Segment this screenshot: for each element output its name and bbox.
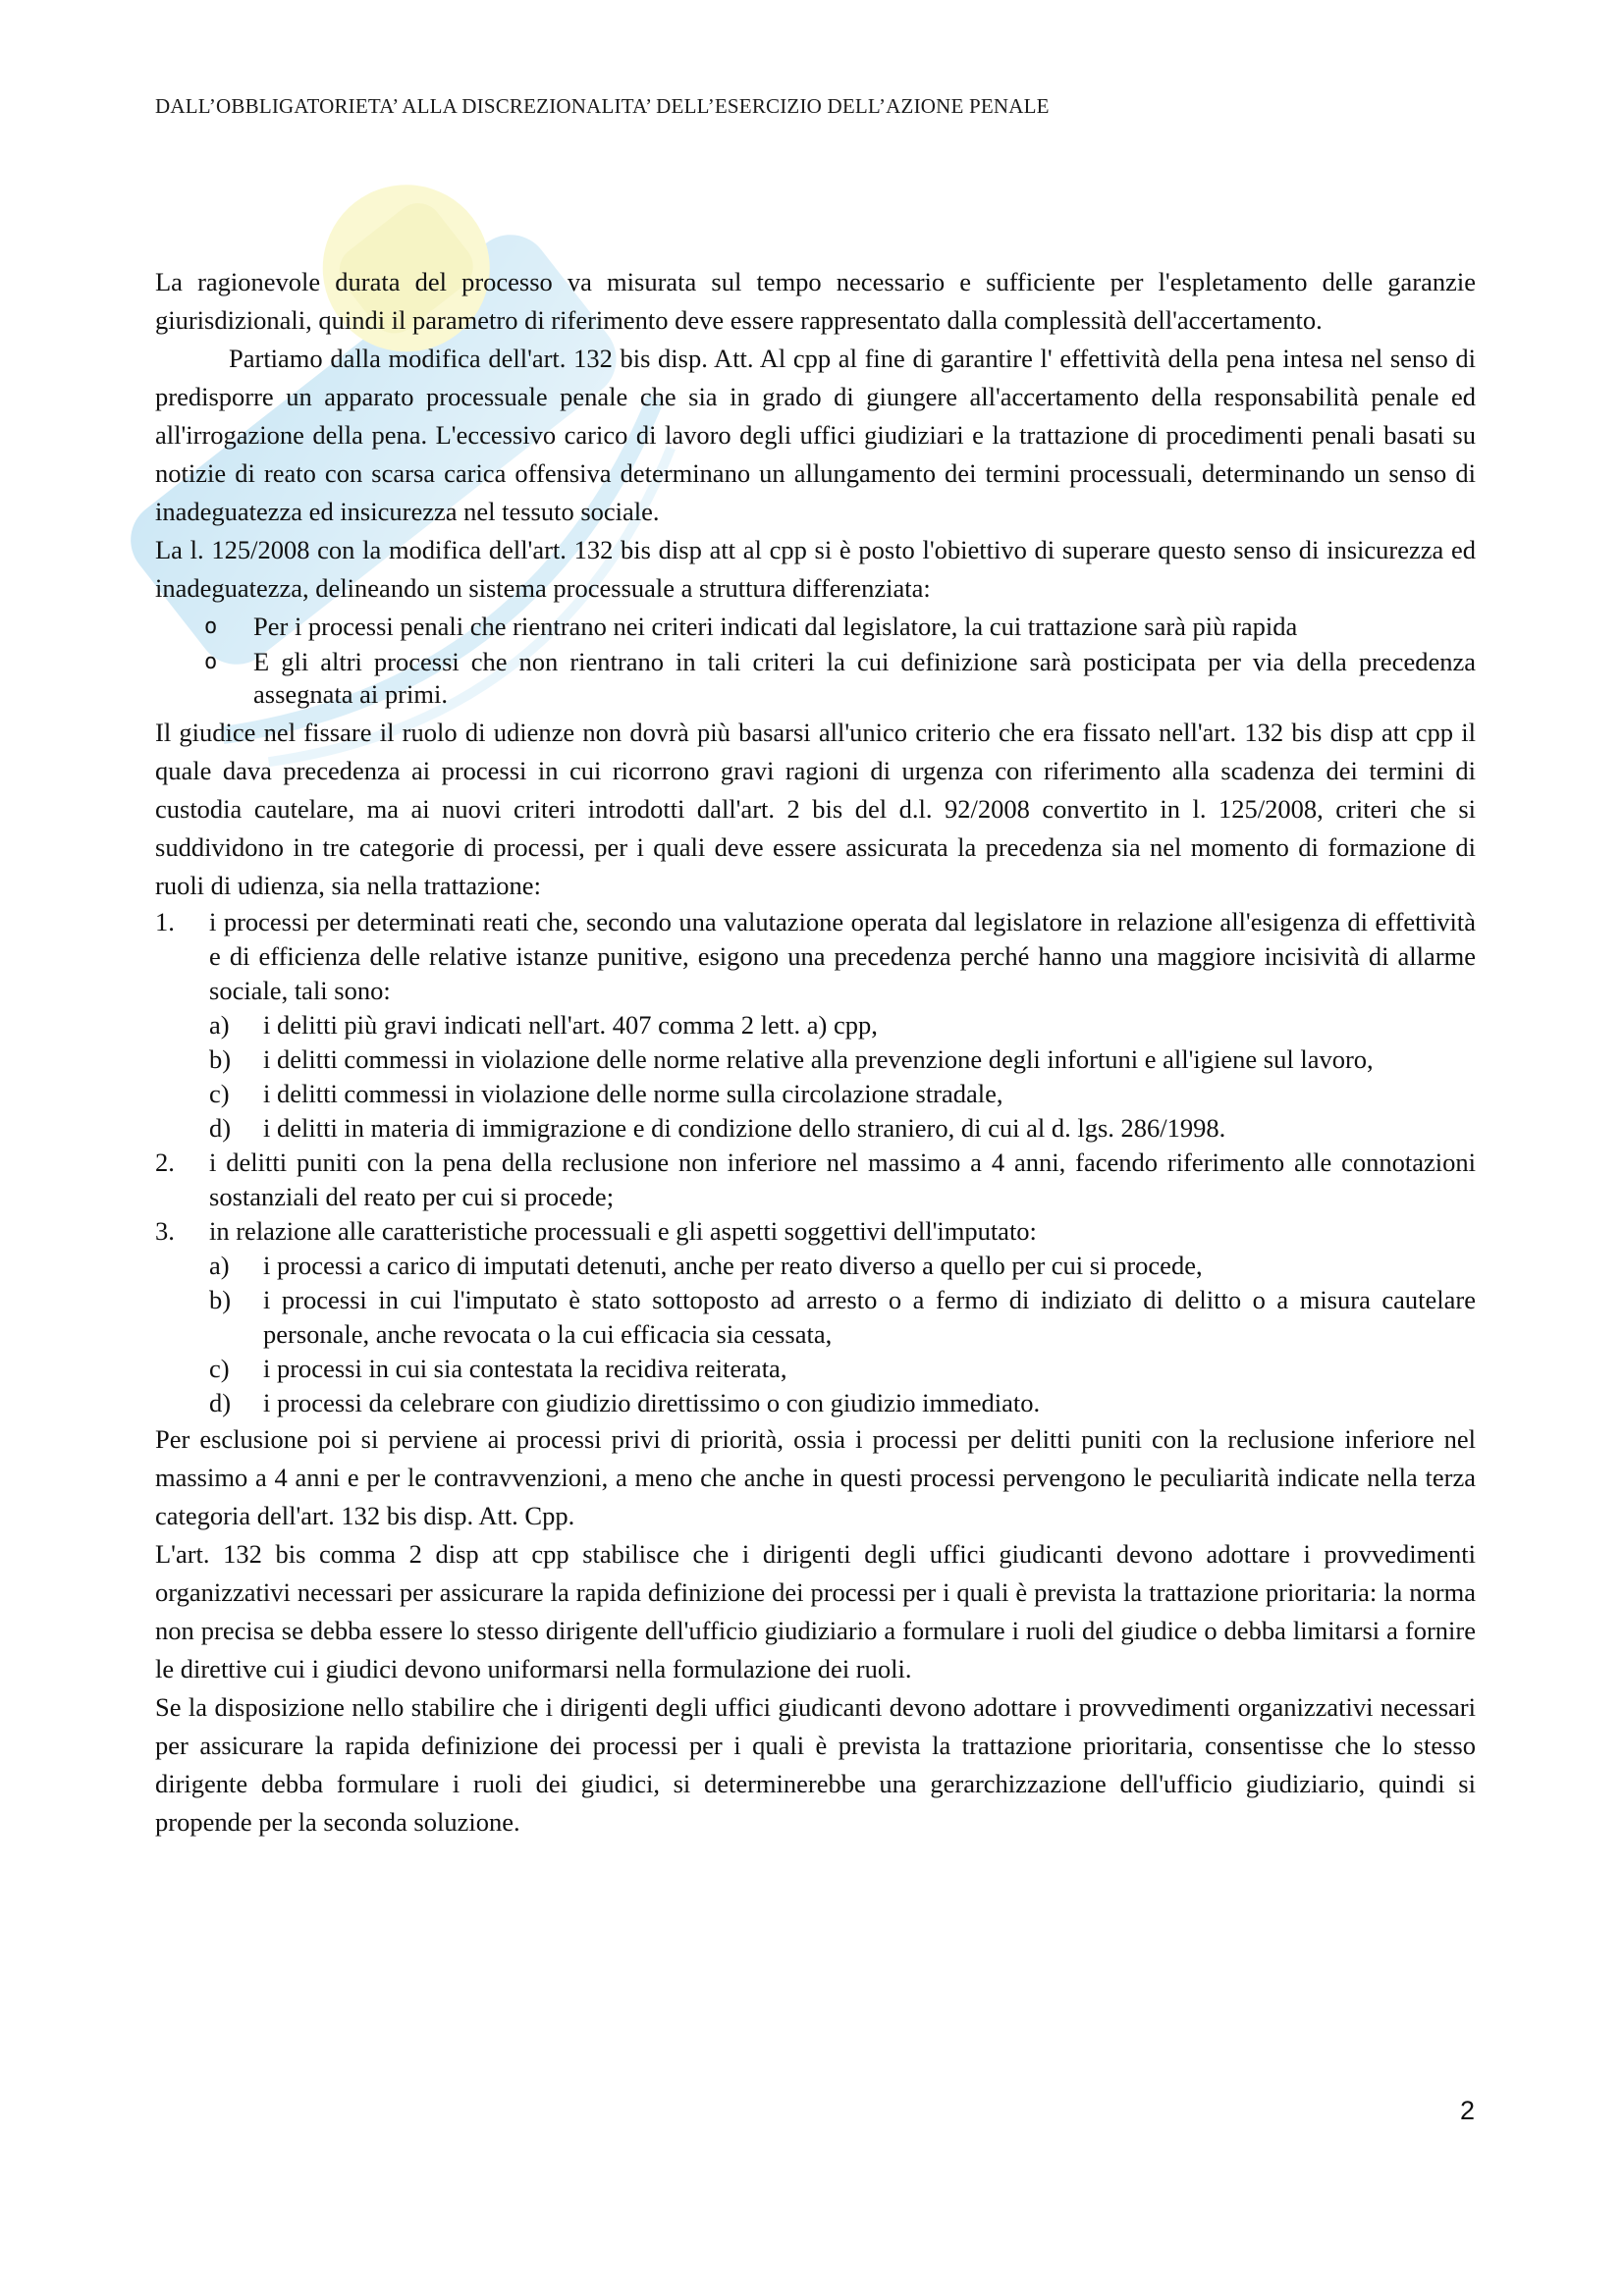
sub-list-item	[209, 1249, 1476, 1283]
sub-list-letter: a)	[209, 1010, 230, 1040]
paragraph: Se la disposizione nello stabilire che i dirigenti degli uffici giudicanti devono adottare i provvedimenti organizzativi necessari per assicurare la rapida definizione dei processi per i quali è prevista la trattazione prioritaria, consentisse che lo stesso dirigente debba formulare i ruoli dei giudici, si determinerebbe una gerarchizzazione dell'ufficio giudiziario, quindi si propende per la seconda soluzione.	[155, 1692, 1476, 1837]
sub-list-letter: c)	[209, 1354, 230, 1383]
page-number: 2	[1460, 2096, 1476, 2125]
sub-list-item	[209, 1283, 1476, 1352]
sub-list-letter: b)	[209, 1044, 232, 1074]
list-item	[155, 1214, 1476, 1420]
sub-list-text: i delitti commessi in violazione delle norme relative alla prevenzione degli infortuni e all'igiene sul lavoro,	[263, 1044, 1374, 1074]
sub-list-item	[209, 1008, 1476, 1042]
sub-list-text: i processi in cui sia contestata la recidiva reiterata,	[263, 1354, 787, 1383]
list-item-text: E gli altri processi che non rientrano in tali criteri la cui definizione sarà posticipata per via della precedenza assegnata ai primi.	[253, 647, 1476, 709]
sub-list-item	[209, 1386, 1476, 1420]
sub-list-letter: c)	[209, 1079, 230, 1108]
sub-list-item	[209, 1042, 1476, 1077]
bullet-list	[155, 611, 1476, 711]
sub-list-letter: d)	[209, 1113, 232, 1143]
list-item	[155, 1146, 1476, 1214]
list-item	[204, 611, 1476, 643]
paragraph: Per esclusione poi si perviene ai processi privi di priorità, ossia i processi per delitti puniti con la reclusione inferiore nel massimo a 4 anni e per le contravvenzioni, a meno che anche in questi processi pervengono le peculiarità indicate nella terza categoria dell'art. 132 bis disp. Att. Cpp.	[155, 1424, 1476, 1530]
running-header: DALL’OBBLIGATORIETA’ ALLA DISCREZIONALITA’ DELL’ESERCIZIO DELL’AZIONE PENALE	[155, 94, 1050, 118]
list-number: 3.	[155, 1216, 175, 1246]
paragraph: Il giudice nel fissare il ruolo di udienze non dovrà più basarsi all'unico criterio che era fissato nell'art. 132 bis disp att cpp il quale dava precedenza ai processi in cui ricorrono gravi ragioni di urgenza con riferimento alla scadenza dei termini di custodia cautelare, ma ai nuovi criteri introdotti dall'art. 2 bis del d.l. 92/2008 convertito in l. 125/2008, criteri che si suddividono in tre categorie di processi, per i quali deve essere assicurata la precedenza sia nel momento di formazione di ruoli di udienza, sia nella trattazione:	[155, 718, 1476, 900]
list-item-text: Per i processi penali che rientrano nei criteri indicati dal legislatore, la cui trattazione sarà più rapida	[253, 612, 1298, 641]
paragraph: L'art. 132 bis comma 2 disp att cpp stabilisce che i dirigenti degli uffici giudicanti devono adottare i provvedimenti organizzativi necessari per assicurare la rapida definizione dei processi per i quali è prevista la trattazione prioritaria: la norma non precisa se debba essere lo stesso dirigente dell'ufficio giudiziario a formulare i ruoli del giudice o debba limitarsi a fornire le direttive cui i giudici devono uniformarsi nella formulazione dei ruoli.	[155, 1539, 1476, 1683]
list-item-text: i processi per determinati reati che, secondo una valutazione operata dal legislatore in relazione all'esigenza di effettività e di efficienza delle relative istanze punitive, esigono una precedenza perché hanno una maggiore incisività di allarme sociale, tali sono:	[209, 907, 1476, 1005]
list-item-text: i delitti puniti con la pena della reclusione non inferiore nel massimo a 4 anni, facendo riferimento alle connotazioni sostanziali del reato per cui si procede;	[209, 1148, 1476, 1211]
numbered-list	[155, 905, 1476, 1420]
sub-list-letter: d)	[209, 1388, 232, 1417]
list-item	[204, 646, 1476, 711]
bullet-marker: o	[204, 650, 218, 674]
sub-list-text: i processi a carico di imputati detenuti, anche per reato diverso a quello per cui si procede,	[263, 1251, 1203, 1280]
sub-list-item	[209, 1077, 1476, 1111]
sub-list	[209, 1008, 1476, 1146]
sub-list-text: i delitti commessi in violazione delle norme sulla circolazione stradale,	[263, 1079, 1003, 1108]
sub-list-text: i processi in cui l'imputato è stato sottoposto ad arresto o a fermo di indiziato di delitto o a misura cautelare personale, anche revocata o la cui efficacia sia cessata,	[263, 1285, 1476, 1349]
paragraph: Partiamo dalla modifica dell'art. 132 bis disp. Att. Al cpp al fine di garantire l' effettività della pena intesa nel senso di predisporre un apparato processuale penale che sia in grado di giungere all'accertamento della responsabilità penale ed all'irrogazione della pena. L'eccessivo carico di lavoro degli uffici giudiziari e la trattazione di procedimenti penali basati su notizie di reato con scarsa carica offensiva determinano un allungamento dei termini processuali, determinando un senso di inadeguatezza ed insicurezza nel tessuto sociale.	[155, 344, 1476, 526]
sub-list-letter: b)	[209, 1285, 232, 1314]
sub-list-letter: a)	[209, 1251, 230, 1280]
list-number: 2.	[155, 1148, 175, 1177]
bullet-marker: o	[204, 614, 218, 639]
list-number: 1.	[155, 907, 175, 936]
sub-list-item	[209, 1111, 1476, 1146]
sub-list-text: i delitti in materia di immigrazione e di condizione dello straniero, di cui al d. lgs. 286/1998.	[263, 1113, 1226, 1143]
paragraph: La ragionevole durata del processo va misurata sul tempo necessario e sufficiente per l'espletamento delle garanzie giurisdizionali, quindi il parametro di riferimento deve essere rappresentato dalla complessità dell'accertamento.	[155, 267, 1476, 335]
list-item	[155, 905, 1476, 1146]
body-text	[155, 263, 1476, 1842]
sub-list-item	[209, 1352, 1476, 1386]
sub-list-text: i processi da celebrare con giudizio direttissimo o con giudizio immediato.	[263, 1388, 1041, 1417]
list-item-text: in relazione alle caratteristiche processuali e gli aspetti soggettivi dell'imputato:	[209, 1216, 1037, 1246]
sub-list	[209, 1249, 1476, 1420]
paragraph: La l. 125/2008 con la modifica dell'art. 132 bis disp att al cpp si è posto l'obiettivo di superare questo senso di insicurezza ed inadeguatezza, delineando un sistema processuale a struttura differenziata:	[155, 535, 1476, 603]
sub-list-text: i delitti più gravi indicati nell'art. 407 comma 2 lett. a) cpp,	[263, 1010, 878, 1040]
